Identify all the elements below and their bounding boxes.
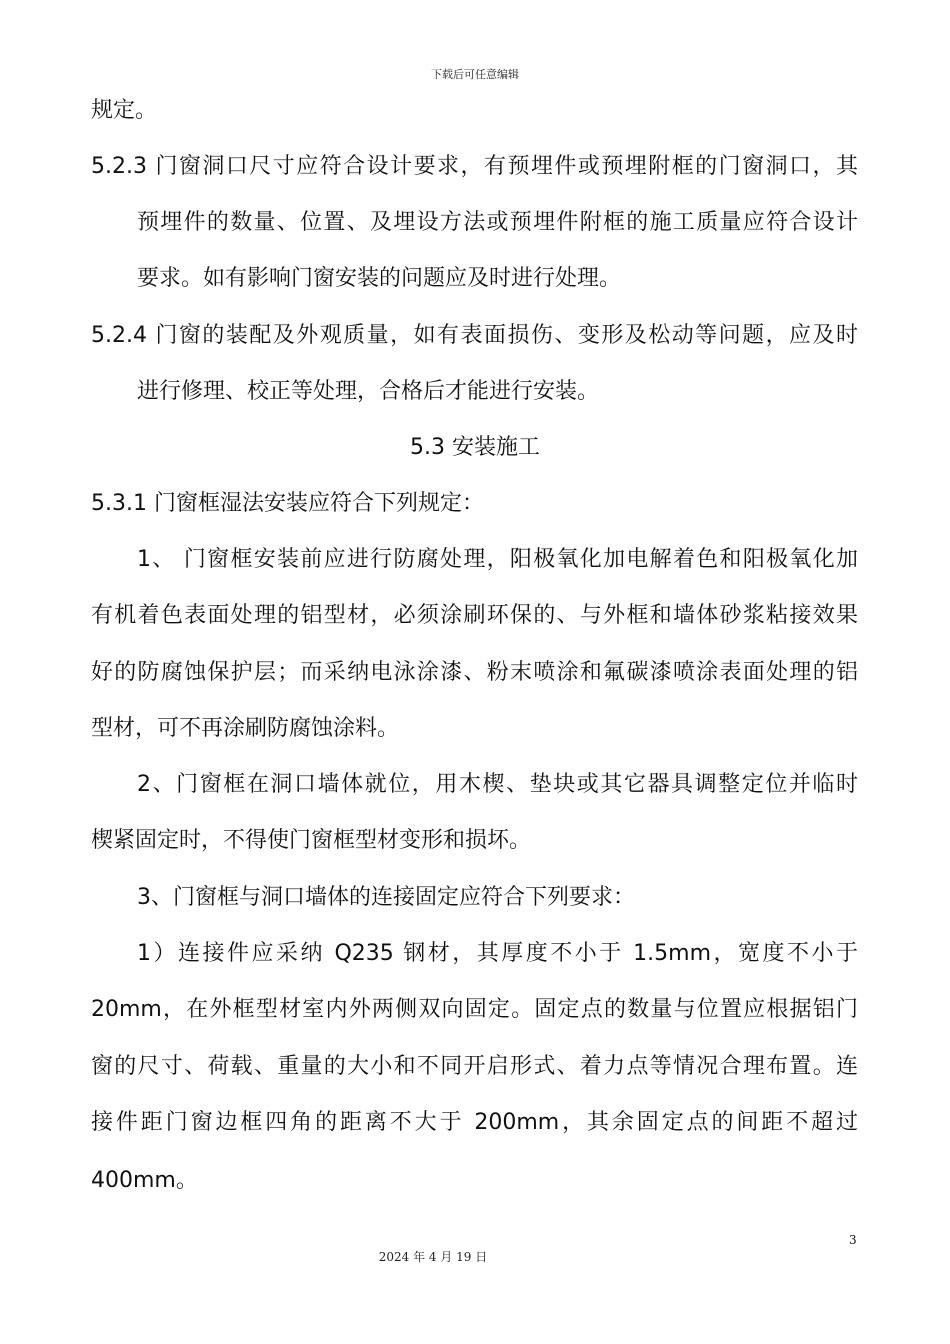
text-line: 要求。如有影响门窗安装的问题应及时进行处理。 — [137, 266, 622, 291]
page-number: 3 — [849, 1233, 857, 1247]
clause-5-2-4-line: 5.2.4 门窗的装配及外观质量，如有表面损伤、变形及松动等问题，应及时 — [91, 323, 858, 348]
clause-5-3-1-line: 5.3.1 门窗框湿法安装应符合下列规定： — [91, 491, 484, 516]
text-line: 1、 门窗框安装前应进行防腐处理，阳极氧化加电解着色和阳极氧化加 — [137, 547, 858, 572]
text-line: 窗的尺寸、荷载、重量的大小和不同开启形式、着力点等情况合理布置。连 — [91, 1054, 858, 1079]
text-line: 好的防腐蚀保护层；而采纳电泳涂漆、粉末喷涂和氟碳漆喷涂表面处理的铝 — [91, 660, 858, 685]
text-line: 2、门窗框在洞口墙体就位，用木楔、垫块或其它器具调整定位并临时 — [137, 772, 858, 797]
page-footer-date: 2024 年 4 月 19 日 — [378, 1250, 488, 1264]
text-line: 有机着色表面处理的铝型材，必须涂刷环保的、与外框和墙体砂浆粘接效果 — [91, 603, 858, 628]
text-line: 预埋件的数量、位置、及埋设方法或预埋件附框的施工质量应符合设计 — [137, 210, 858, 235]
text-line: 规定。 — [91, 98, 158, 123]
text-line: 楔紧固定时，不得使门窗框型材变形和损坏。 — [91, 828, 532, 853]
text-line: 接件距门窗边框四角的距离不大于 200mm，其余固定点的间距不超过 — [91, 1110, 858, 1135]
text-line: 400mm。 — [91, 1168, 198, 1193]
text-line: 3、门窗框与洞口墙体的连接固定应符合下列要求： — [137, 885, 635, 910]
page-header: 下载后可任意编辑 — [431, 68, 519, 81]
text-line: 20mm，在外框型材室内外两侧双向固定。固定点的数量与位置应根据铝门 — [91, 997, 858, 1022]
clause-5-2-3-line: 5.2.3 门窗洞口尺寸应符合设计要求，有预埋件或预埋附框的门窗洞口，其 — [91, 154, 858, 179]
text-line: 型材，可不再涂刷防腐蚀涂料。 — [91, 716, 400, 741]
section-heading: 5.3 安装施工 — [410, 435, 540, 460]
text-line: 1）连接件应采纳 Q235 钢材，其厚度不小于 1.5mm，宽度不小于 — [137, 941, 858, 966]
text-line: 进行修理、校正等处理，合格后才能进行安装。 — [137, 379, 600, 404]
